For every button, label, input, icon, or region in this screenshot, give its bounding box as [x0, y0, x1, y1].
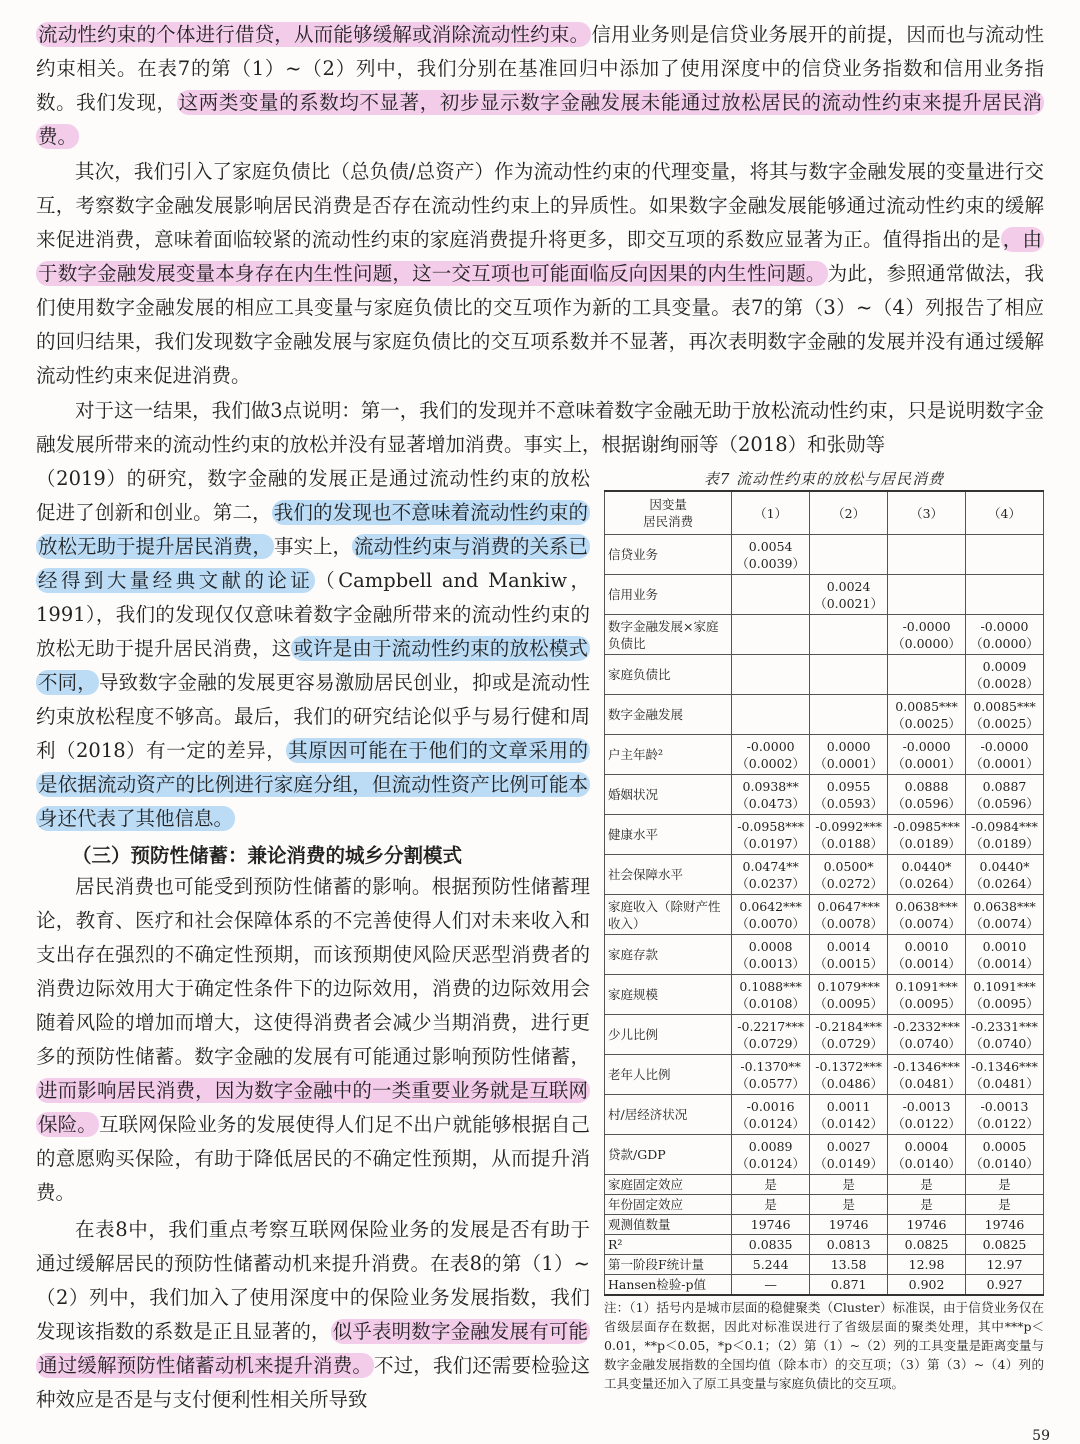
table-cell: 0.0825 [888, 1235, 966, 1255]
text-run: 其次，我们引入了家庭负债比（总负债/总资产）作为流动性约束的代理变量，将其与数字金融发展的变量进行交互，考察数字金融发展影响居民消费是否存在流动性约束上的异质性。如果数字金融发展能够通过流动性约束的缓解来促进消费，意味着面临较紧的流动性约束的家庭消费提升将更多，即交互项的系数应显著为正。值得指出的是 [36, 160, 1044, 251]
section-heading: （三）预防性储蓄：兼论消费的城乡分割模式 [72, 844, 463, 867]
table-title: 表7 流动性约束的放松与居民消费 [703, 470, 945, 488]
table-cell: 0.0054 （0.0039） [732, 535, 810, 575]
table-cell: — [732, 1275, 810, 1296]
table-cell: -0.0958*** （0.0197） [732, 815, 810, 855]
table-cell: 0.0500* （0.0272） [810, 855, 888, 895]
text-run: 互联网保险业务的发展使得人们足不出户就能够根据自己的意愿购买保险，有助于降低居民的不确定性预期，从而提升消费。 [36, 1113, 590, 1204]
table-cell: -0.2217*** （0.0729） [732, 1015, 810, 1055]
text-run: 导致数字金融的发展更容易激励居民创业，抑或是流动性约束放松程度不够高。最后，我们的研究结论似乎与易行健和周利（2018）有一定的差异， [36, 671, 590, 762]
table-cell: -0.1372*** （0.0486） [810, 1055, 888, 1095]
page-number: 59 [1032, 1428, 1050, 1444]
table-footer-row [605, 1255, 1044, 1275]
table-footer-row [605, 1275, 1044, 1296]
table-row [605, 575, 1044, 615]
text-run: 在表8中，我们重点考察互联网保险业务的发展是否有助于通过缓解居民的预防性储蓄动机来提升消费。在表8的第（1）~（2）列中，我们加入了使用深度中的保险业务发展指数，我们发现该指数的系数是正且显著的， [36, 1218, 590, 1343]
row-label: 年份固定效应 [605, 1195, 732, 1215]
paragraph-three-notes-continued [36, 462, 590, 836]
table-cell: 是 [888, 1175, 966, 1195]
table-cell: 0.0888 （0.0596） [888, 775, 966, 815]
table-header-label: 因变量 居民消费 [605, 491, 732, 535]
table-cell: -0.0000 （0.0001） [966, 735, 1044, 775]
table-cell: 0.0027 （0.0149） [810, 1135, 888, 1175]
table-cell: 0.0010 （0.0014） [888, 935, 966, 975]
table-cell: -0.0013 （0.0122） [888, 1095, 966, 1135]
row-label: 社会保障水平 [605, 855, 732, 895]
row-label: 少儿比例 [605, 1015, 732, 1055]
table-cell [888, 575, 966, 615]
highlight-blue: 其原因可能在于他们的文章采用的是依据流动资产的比例进行家庭分组，但流动性资产比例可能本身还代表了其他信息。 [38, 739, 588, 830]
row-label: 数字金融发展 [605, 695, 732, 735]
table-cell: 是 [810, 1175, 888, 1195]
table-cell: 0.0009 （0.0028） [966, 655, 1044, 695]
table-cell: 0.0638*** （0.0074） [966, 895, 1044, 935]
table-cell [732, 695, 810, 735]
table-row [605, 655, 1044, 695]
table-cell [732, 615, 810, 655]
highlight-pink: 流动性约束的个体进行借贷，从而能够缓解或消除流动性约束。 [38, 23, 590, 46]
row-label: 老年人比例 [605, 1055, 732, 1095]
paragraph-three-notes-intro: 对于这一结果，我们做3点说明：第一，我们的发现并不意味着数字金融无助于放松流动性约束，只是说明数字金融发展所带来的流动性约束的放松并没有显著增加消费。事实上，根据谢绚丽等（2018）和张勋等 [36, 399, 1044, 456]
table-cell: -0.0000 （0.0000） [966, 615, 1044, 655]
text-run: （Campbell and Mankiw，1991），我们的发现仅仅意味着数字金融所带来的流动性约束的放松无助于提升居民消费，这 [36, 569, 590, 660]
row-label: 户主年龄² [605, 735, 732, 775]
table-cell: 0.0638*** （0.0074） [888, 895, 966, 935]
table-cell [966, 575, 1044, 615]
table-cell: 0.0938** （0.0473） [732, 775, 810, 815]
table-cell: 0.927 [966, 1275, 1044, 1296]
table-cell: -0.2331*** （0.0740） [966, 1015, 1044, 1055]
table-header-col: （2） [810, 491, 888, 535]
table-cell: 是 [888, 1195, 966, 1215]
table-cell: 0.0440* （0.0264） [888, 855, 966, 895]
table-cell: 0.0089 （0.0124） [732, 1135, 810, 1175]
table-row [605, 975, 1044, 1015]
table-cell: -0.0000 （0.0002） [732, 735, 810, 775]
row-label: 第一阶段F统计量 [605, 1255, 732, 1275]
table-cell: 19746 [888, 1215, 966, 1235]
table-cell: 0.0887 （0.0596） [966, 775, 1044, 815]
table-row [605, 695, 1044, 735]
table-cell: 0.902 [888, 1275, 966, 1296]
table-footer-row [605, 1195, 1044, 1215]
table-cell: 0.0647*** （0.0078） [810, 895, 888, 935]
row-label: 健康水平 [605, 815, 732, 855]
table-cell [888, 535, 966, 575]
row-label: 家庭存款 [605, 935, 732, 975]
table-cell: 0.1091*** （0.0095） [966, 975, 1044, 1015]
table-cell: 是 [966, 1175, 1044, 1195]
row-label: 婚姻状况 [605, 775, 732, 815]
paragraph-table8 [36, 1213, 590, 1417]
table-cell: 是 [732, 1195, 810, 1215]
table-cell [810, 615, 888, 655]
table-cell [732, 575, 810, 615]
table-header-col: （4） [966, 491, 1044, 535]
table-footer-row [605, 1175, 1044, 1195]
table-row [605, 1015, 1044, 1055]
table-cell: -0.1370** （0.0577） [732, 1055, 810, 1095]
text-run: 事实上， [274, 535, 353, 558]
table-cell: 0.0000 （0.0001） [810, 735, 888, 775]
table-footer-row [605, 1235, 1044, 1255]
table-cell: 0.0835 [732, 1235, 810, 1255]
paragraph-precautionary-saving [36, 870, 590, 1210]
row-label: 信用业务 [605, 575, 732, 615]
table-cell: 0.1091*** （0.0095） [888, 975, 966, 1015]
table-row [605, 1095, 1044, 1135]
table-cell: 19746 [966, 1215, 1044, 1235]
table-row [605, 1135, 1044, 1175]
text-run: 为此，参照通常做法，我们使用数字金融发展的相应工具变量与家庭负债比的交互项作为新的工具变量。表7的第（3）~（4）列报告了相应的回归结果，我们发现数字金融发展与家庭负债比的交互项系数并不显著，再次表明数字金融的发展并没有通过缓解流动性约束来促进消费。 [36, 262, 1044, 387]
highlight-pink: 这两类变量的系数均不显著，初步显示数字金融发展未能通过放松居民的流动性约束来提升居民消费。 [38, 91, 1042, 148]
table-row [605, 895, 1044, 935]
highlight-blue: 或许是由于流动性约束的放松模式不同， [38, 637, 588, 694]
table-cell [966, 535, 1044, 575]
table-cell: -0.0016 （0.0124） [732, 1095, 810, 1135]
table-header-col: （1） [732, 491, 810, 535]
table-cell: 是 [810, 1195, 888, 1215]
table-cell: 是 [732, 1175, 810, 1195]
table-cell: 0.0085*** （0.0025） [888, 695, 966, 735]
highlight-blue: 我们的发现也不意味着流动性约束的放松无助于提升居民消费， [38, 501, 588, 558]
paragraph-debt-ratio [36, 155, 1044, 393]
table-row [605, 815, 1044, 855]
table-note: 注：（1）括号内是城市层面的稳健聚类（Cluster）标准误，由于信贷业务仅在省级层面存在数据，因此对标准误进行了省级层面的聚类处理，其中***p＜0.01，**p＜0.05，*p＜0.1；（2）第（1）~（2）列的工具变量是距离变量与数字金融发展指数的全国均值（除本市）的交互项；（3）第（3）~（4）列的工具变量还加入了原工具变量与家庭负债比的交互项。 [604, 1300, 1044, 1391]
table-cell [732, 655, 810, 695]
table-row [605, 535, 1044, 575]
table-cell [888, 655, 966, 695]
table-cell [810, 655, 888, 695]
table-cell: 0.1079*** （0.0095） [810, 975, 888, 1015]
table-cell: 0.0474** （0.0237） [732, 855, 810, 895]
table-cell: 19746 [810, 1215, 888, 1235]
regression-table [604, 490, 1044, 1296]
row-label: 家庭固定效应 [605, 1175, 732, 1195]
row-label: 观测值数量 [605, 1215, 732, 1235]
table-cell: 0.0011 （0.0142） [810, 1095, 888, 1135]
table-cell: 0.0085*** （0.0025） [966, 695, 1044, 735]
table-cell: 12.98 [888, 1255, 966, 1275]
table-footer-row [605, 1215, 1044, 1235]
table-cell: 0.0825 [966, 1235, 1044, 1255]
table-cell: 0.871 [810, 1275, 888, 1296]
table-cell [810, 695, 888, 735]
text-run: （2019）的研究，数字金融的发展正是通过流动性约束的放松促进了创新和创业。第二， [36, 467, 590, 524]
table-cell: -0.0992*** （0.0188） [810, 815, 888, 855]
row-label: R² [605, 1235, 732, 1255]
table-cell: 19746 [732, 1215, 810, 1235]
paragraph-liquidity-intro [36, 18, 1044, 154]
text-run: 不过，我们还需要检验这种效应是否是与支付便利性相关所导致 [36, 1354, 590, 1411]
table-cell: -0.2184*** （0.0729） [810, 1015, 888, 1055]
text-run: 信用业务则是信贷业务展开的前提，因而也与流动性约束相关。在表7的第（1）~（2）列中，我们分别在基准回归中添加了使用深度中的信贷业务指数和信用业务指数。我们发现， [36, 23, 1044, 114]
row-label: 家庭收入（除财产性收入） [605, 895, 732, 935]
table-row [605, 735, 1044, 775]
table-cell: 0.0642*** （0.0070） [732, 895, 810, 935]
table-cell: 0.0004 （0.0140） [888, 1135, 966, 1175]
row-label: 信贷业务 [605, 535, 732, 575]
row-label: Hansen检验-p值 [605, 1275, 732, 1296]
table-cell: 0.0010 （0.0014） [966, 935, 1044, 975]
table-cell: -0.0013 （0.0122） [966, 1095, 1044, 1135]
table-cell: -0.0985*** （0.0189） [888, 815, 966, 855]
row-label: 数字金融发展×家庭负债比 [605, 615, 732, 655]
row-label: 村/居经济状况 [605, 1095, 732, 1135]
row-label: 贷款/GDP [605, 1135, 732, 1175]
table-row [605, 1055, 1044, 1095]
table-cell: 0.0008 （0.0013） [732, 935, 810, 975]
table-cell: -0.0984*** （0.0189） [966, 815, 1044, 855]
table-cell [810, 535, 888, 575]
table-cell: 0.0955 （0.0593） [810, 775, 888, 815]
row-label: 家庭规模 [605, 975, 732, 1015]
highlight-pink: ，由于数字金融发展变量本身存在内生性问题，这一交互项也可能面临反向因果的内生性问题。 [38, 228, 1042, 285]
table-cell: -0.2332*** （0.0740） [888, 1015, 966, 1055]
table-cell: 0.0440* （0.0264） [966, 855, 1044, 895]
table-row [605, 935, 1044, 975]
table-cell: 0.0014 （0.0015） [810, 935, 888, 975]
table-cell: -0.1346*** （0.0481） [888, 1055, 966, 1095]
table-cell: 0.1088*** （0.0108） [732, 975, 810, 1015]
table-cell: 是 [966, 1195, 1044, 1215]
table-cell: -0.0000 （0.0001） [888, 735, 966, 775]
table-cell: 0.0813 [810, 1235, 888, 1255]
table-cell: 0.0024 （0.0021） [810, 575, 888, 615]
table-cell: -0.0000 （0.0000） [888, 615, 966, 655]
table-cell: 5.244 [732, 1255, 810, 1275]
table-header-col: （3） [888, 491, 966, 535]
table-row [605, 775, 1044, 815]
highlight-pink: 似乎表明数字金融发展有可能通过缓解预防性储蓄动机来提升消费。 [38, 1320, 588, 1377]
highlight-pink: 进而影响居民消费，因为数字金融中的一类重要业务就是互联网保险。 [38, 1079, 588, 1136]
text-run: 居民消费也可能受到预防性储蓄的影响。根据预防性储蓄理论，教育、医疗和社会保障体系的不完善使得人们对未来收入和支出存在强烈的不确定性预期，而该预期使风险厌恶型消费者的消费边际效用大于确定性条件下的边际效用，消费的边际效用会随着风险的增加而增大，这使得消费者会减少当期消费，进行更多的预防性储蓄。数字金融的发展有可能通过影响预防性储蓄， [36, 875, 590, 1068]
table-row [605, 855, 1044, 895]
highlight-blue: 流动性约束与消费的关系已经得到大量经典文献的论证 [38, 535, 589, 592]
table-cell: 12.97 [966, 1255, 1044, 1275]
table-cell: -0.1346*** （0.0481） [966, 1055, 1044, 1095]
table-cell: 0.0005 （0.0140） [966, 1135, 1044, 1175]
row-label: 家庭负债比 [605, 655, 732, 695]
table-row [605, 615, 1044, 655]
table-cell: 13.58 [810, 1255, 888, 1275]
